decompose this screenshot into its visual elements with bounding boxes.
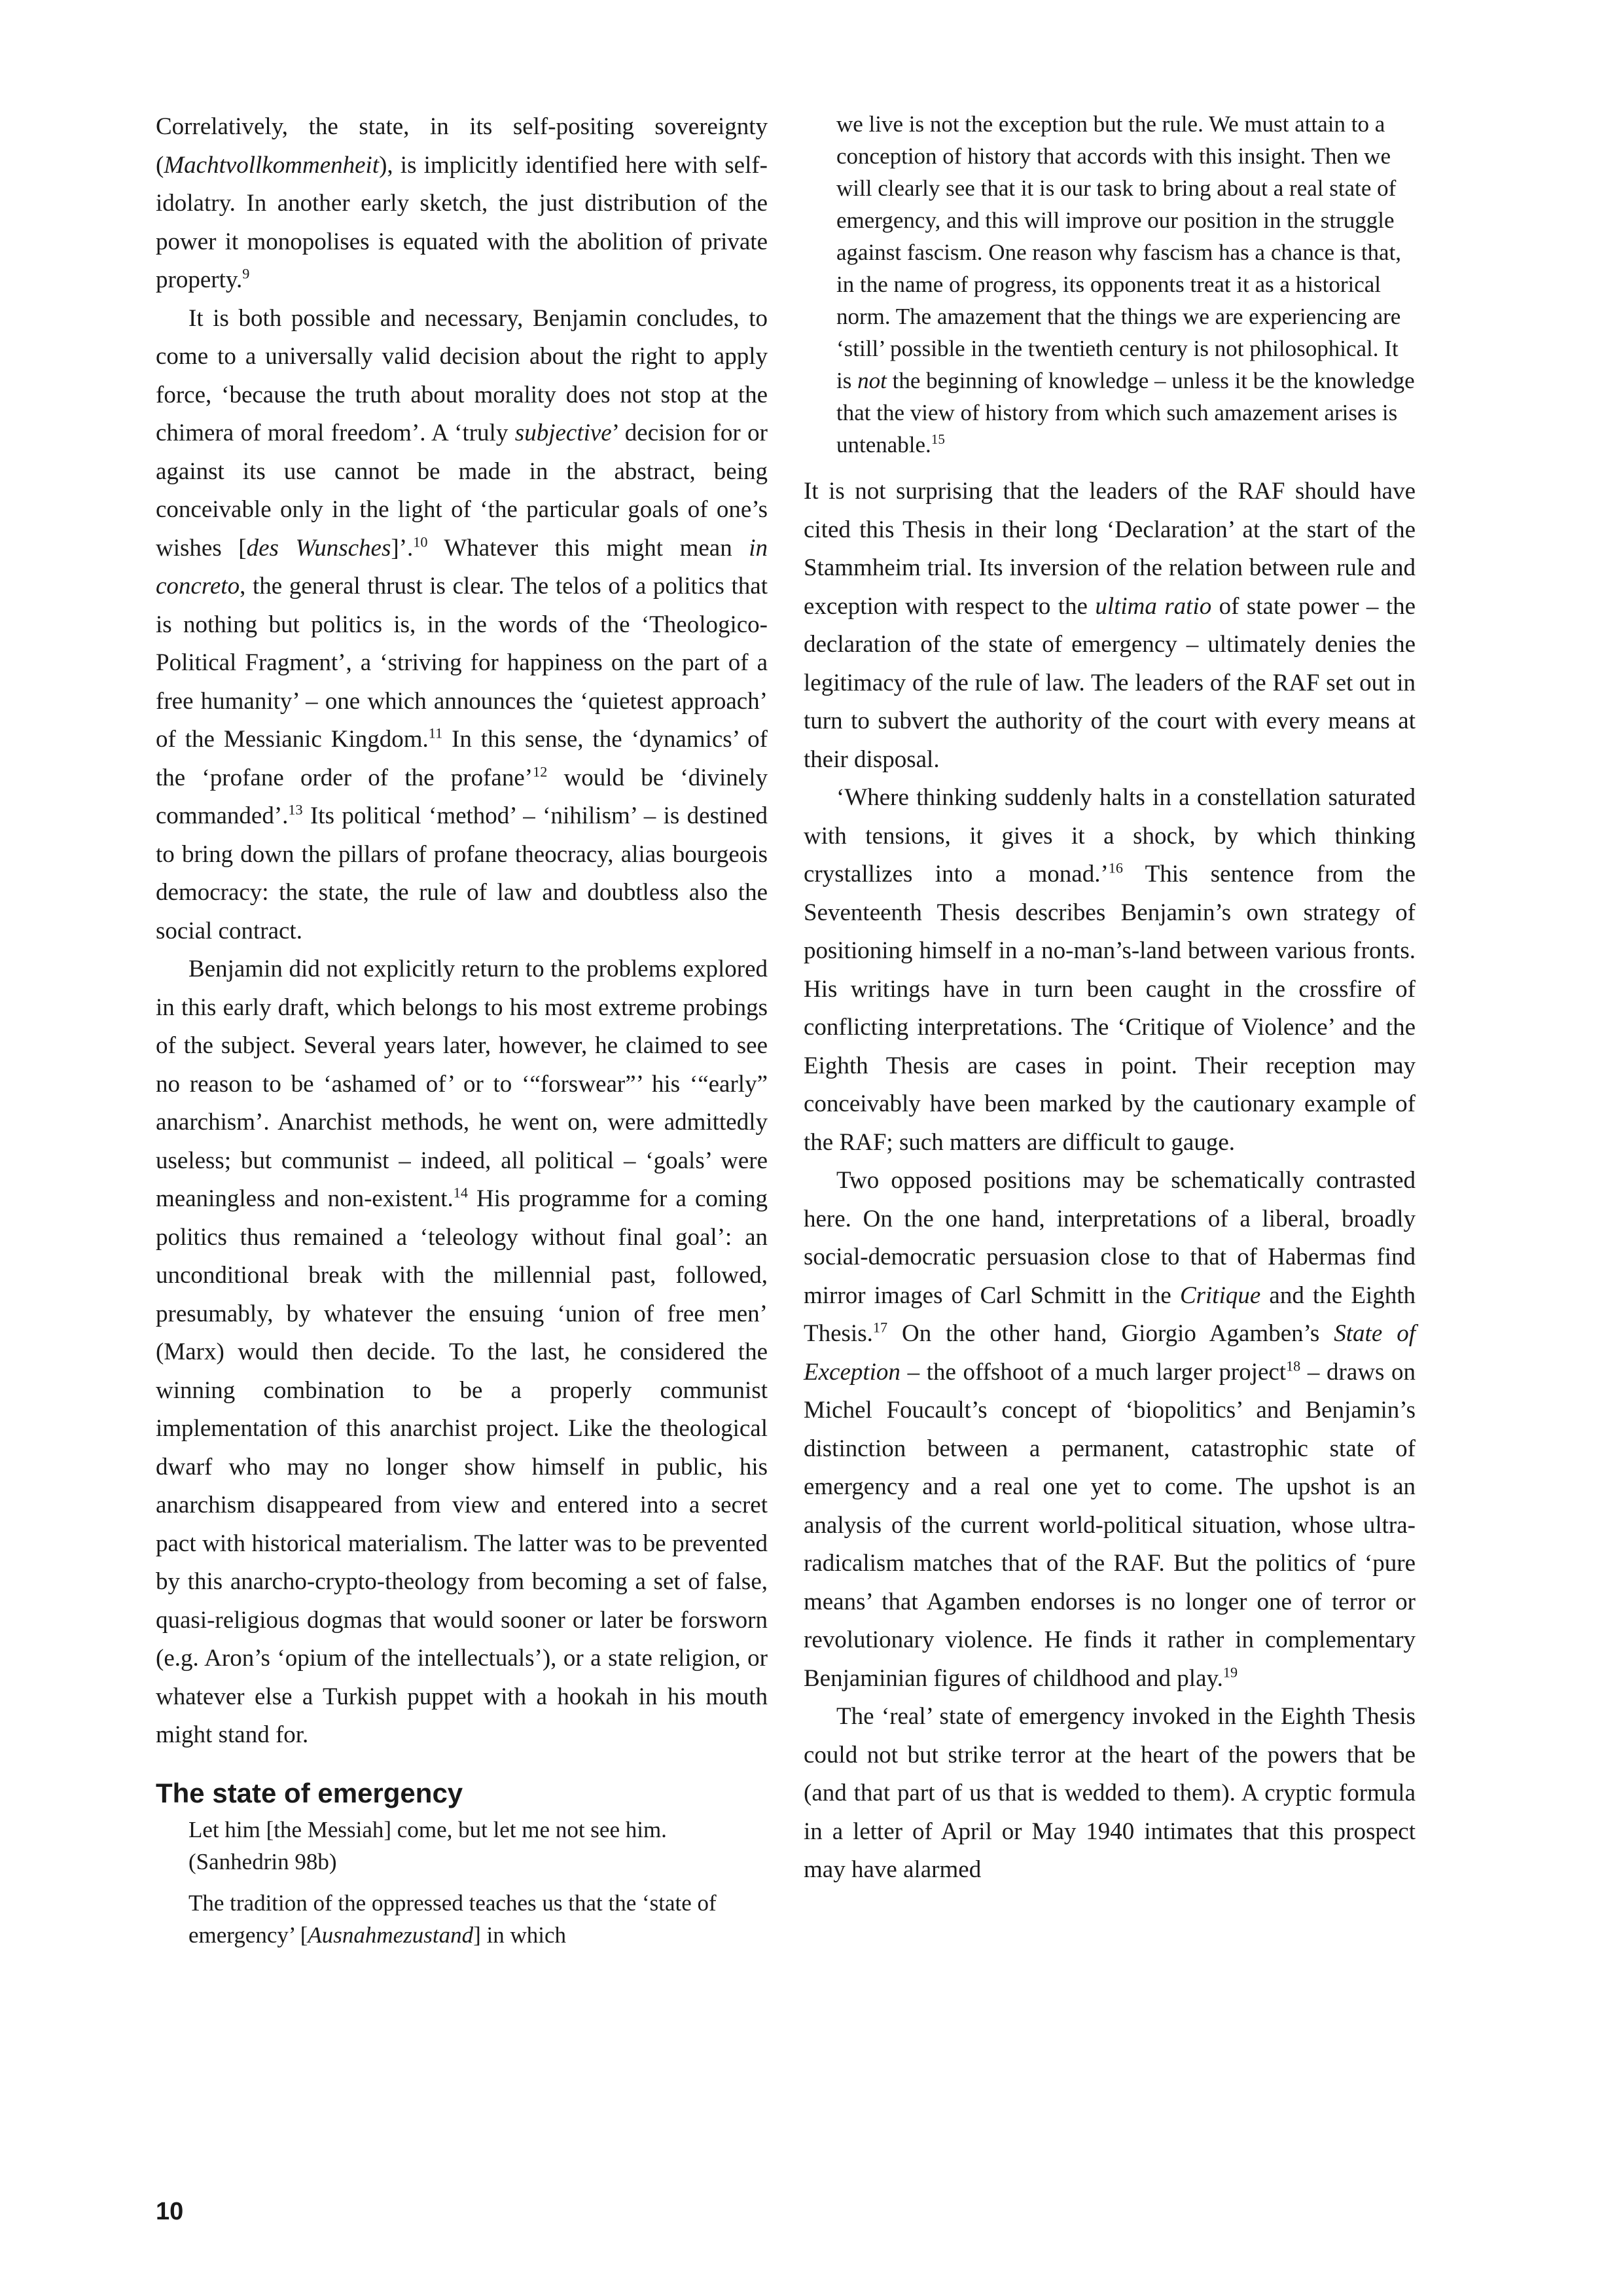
right-column [804, 108, 1416, 1890]
body-paragraph: Correlatively, the state, in its self-positing sovereignty (Machtvollkommenheit), is implicitly identified here with self-idolatry. In another early sketch, the just distribution of the power it monopolises is equated with the abolition of private property.$^9$ [156, 113, 768, 293]
epigraph: Let him [the Messiah] come, but let me not see him. (Sanhedrin 98b) [188, 1816, 667, 1874]
footnote-ref[interactable]: 16 [1108, 859, 1123, 876]
footnote-ref[interactable]: 12 [533, 762, 548, 780]
section-heading: The state of emergency [156, 1777, 463, 1808]
body-paragraph: Benjamin did not explicitly return to the problems explored in this early draft, which belongs to his most extreme probings of the subject. Several years later, however, he claimed to see no reason to be ‘ashamed of’ or to ‘“forswear”’ his ‘“early” anarchism’. Anarchist methods, he went on, were admittedly useless; but communist – indeed, all political – ‘goals’ were meaningless and non-existent.$^{14}$ His programme for a coming politics thus remained a ‘teleology without final goal’: an unconditional break with the millennial past, followed, presumably, by whatever the ensuing ‘union of free men’ (Marx) would then decide. To the last, he considered the winning combination to be a properly communist implementation of this anarchist project. Like the theological dwarf who may no longer show himself in public, his anarchism disappeared from view and entered into a secret pact with historical materialism. The latter was to be prevented by this anarcho-crypto-theology from becoming a set of false, quasi-religious dogmas that would sooner or later be forsworn (e.g. Aron’s ‘opium of the intellectuals’), or a state religion, or whatever else a Turkish puppet with a hookah in his mouth might stand for. [156, 956, 768, 1748]
footnote-ref[interactable]: 17 [872, 1319, 888, 1336]
body-paragraph: Two opposed positions may be schematically contrasted here. On the one hand, interpretations of a liberal, broadly social-democratic persuasion close to that of Habermas find mirror images of Carl Schmitt in the Critique and the Eighth Thesis.$^{17}$ On the other hand, Giorgio Agamben’s State of Exception – the offshoot of a much larger project$^{18}$ – draws on Michel Foucault’s concept of ‘biopolitics’ and Benjamin’s distinction between a permanent, catastrophic state of emergency and a real one yet to come. The upshot is an analysis of the current world-political situation, whose ultra-radicalism matches that of the RAF. But the politics of ‘pure means’ that Agamben endorses is no longer one of terror or revolutionary violence. He finds it rather in complementary Benjaminian figures of childhood and play.$^{19}$ [804, 1167, 1416, 1692]
footnote-ref[interactable]: 18 [1286, 1357, 1301, 1374]
footnote-ref[interactable]: 14 [453, 1184, 468, 1201]
body-paragraph: It is not surprising that the leaders of the RAF should have cited this Thesis in their long ‘Declaration’ at the start of the Stammheim trial. Its inversion of the relation between rule and exception with respect to the ultima ratio of state power – the declaration of the state of emergency – ultimately denies the legitimacy of the rule of law. The leaders of the RAF set out in turn to subvert the authority of the court with every means at their disposal. [804, 478, 1416, 773]
body-paragraph: The ‘real’ state of emergency invoked in the Eighth Thesis could not but strike terror at the heart of the powers that be (and that part of us that is wedded to them). A cryptic formula in a letter of April or May 1940 intimates that this prospect may have alarmed [804, 1703, 1416, 1883]
block-quote: The tradition of the oppressed teaches us that the ‘state of emergency’ [Ausnahmezustand] in which [188, 1890, 717, 1948]
footnote-ref[interactable]: 9 [242, 265, 250, 282]
footnote-ref[interactable]: 10 [413, 533, 428, 550]
footnote-ref[interactable]: 11 [428, 725, 443, 742]
footnote-ref[interactable]: 13 [288, 801, 303, 818]
footnote-ref[interactable]: 19 [1222, 1663, 1238, 1680]
page-number: 10 [156, 2198, 184, 2225]
body-paragraph: It is both possible and necessary, Benjamin concludes, to come to a universally valid decision about the right to apply force, ‘because the truth about morality does not stop at the chimera of moral freedom’. A ‘truly subjective’ decision for or against its use cannot be made in the abstract, being conceivable only in the light of ‘the particular goals of one’s wishes [des Wunsches]’.$^{10}$ Whatever this might mean in concreto, the general thrust is clear. The telos of a politics that is nothing but politics is, in the words of the ‘Theologico-Political Fragment’, a ‘striving for happiness on the part of a free humanity’ – one which announces the ‘quietest approach’ of the Messianic Kingdom.$^{11}$ In this sense, the ‘dynamics’ of the ‘profane order of the profane’$^{12}$ would be ‘divinely commanded’.$^{13}$ Its political ‘method’ – ‘nihilism’ – is destined to bring down the pillars of profane theocracy, alias bourgeois democracy: the state, the rule of law and doubtless also the social contract. [156, 304, 768, 944]
body-paragraph: ‘Where thinking suddenly halts in a constellation saturated with tensions, it gives it a shock, by which thinking crystallizes into a monad.’$^{16}$ This sentence from the Seventeenth Thesis describes Benjamin’s own strategy of positioning himself in a no-man’s-land between various fronts. His writings have in turn been caught in the crossfire of conflicting interpretations. The ‘Critique of Violence’ and the Eighth Thesis are cases in point. Their reception may conceivably have been marked by the cautionary example of the RAF; such matters are difficult to gauge. [804, 784, 1416, 1156]
block-quote-continued: we live is not the exception but the rule. We must attain to a conception of history that accords with this insight. Then we will clearly see that it is our task to bring about a real state of emergency, and this will improve our position in the struggle against fascism. One reason why fascism has a chance is that, in the name of progress, its opponents treat it as a historical norm. The amazement that the things we are experiencing are ‘still’ possible in the twentieth century is not philosophical. It is not the beginning of knowledge – unless it be the knowledge that the view of history from which such amazement arises is untenable.$^{15}$ [836, 111, 1415, 457]
footnote-ref[interactable]: 15 [931, 431, 945, 447]
left-column [156, 108, 768, 1951]
